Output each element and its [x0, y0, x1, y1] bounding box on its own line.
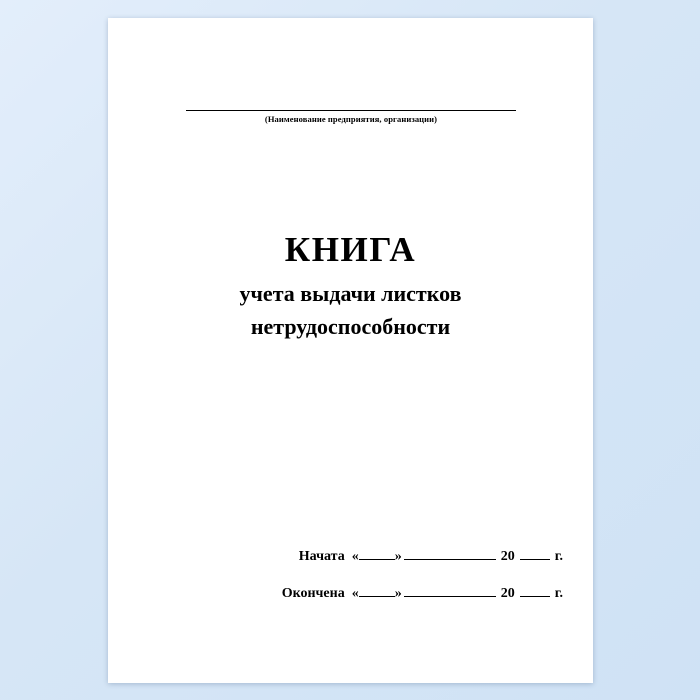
dates-block [148, 548, 563, 622]
organization-name-caption: (Наименование предприятия, организации) [264, 114, 438, 124]
start-date-month-blank[interactable] [404, 548, 496, 560]
end-date-quote-open: « [351, 586, 359, 601]
end-date-year-blank[interactable] [520, 585, 550, 597]
end-date-label: Окончена [281, 586, 345, 601]
page-subtitle-line-2: нетрудоспособности [250, 313, 451, 339]
end-date-row [148, 585, 563, 602]
end-date-year-prefix: 20 [500, 586, 515, 601]
start-date-quote-close: » [394, 549, 402, 564]
start-date-label: Начата [298, 549, 345, 564]
start-date-year-blank[interactable] [520, 548, 550, 560]
start-date-quote-open: « [351, 549, 359, 564]
start-date-year-prefix: 20 [500, 549, 515, 564]
page-title: КНИГА [284, 230, 417, 269]
start-date-row [148, 548, 563, 565]
document-page [108, 18, 593, 683]
document-title-block [138, 230, 563, 340]
page-subtitle-line-1: учета выдачи листков [239, 281, 462, 307]
start-date-day-blank[interactable] [359, 548, 395, 560]
start-date-year-suffix: г. [554, 549, 563, 564]
end-date-day-blank[interactable] [359, 585, 395, 597]
organization-name-blank-line[interactable] [186, 110, 516, 111]
end-date-year-suffix: г. [554, 586, 563, 601]
organization-name-block [186, 110, 516, 124]
end-date-month-blank[interactable] [404, 585, 496, 597]
end-date-quote-close: » [394, 586, 402, 601]
